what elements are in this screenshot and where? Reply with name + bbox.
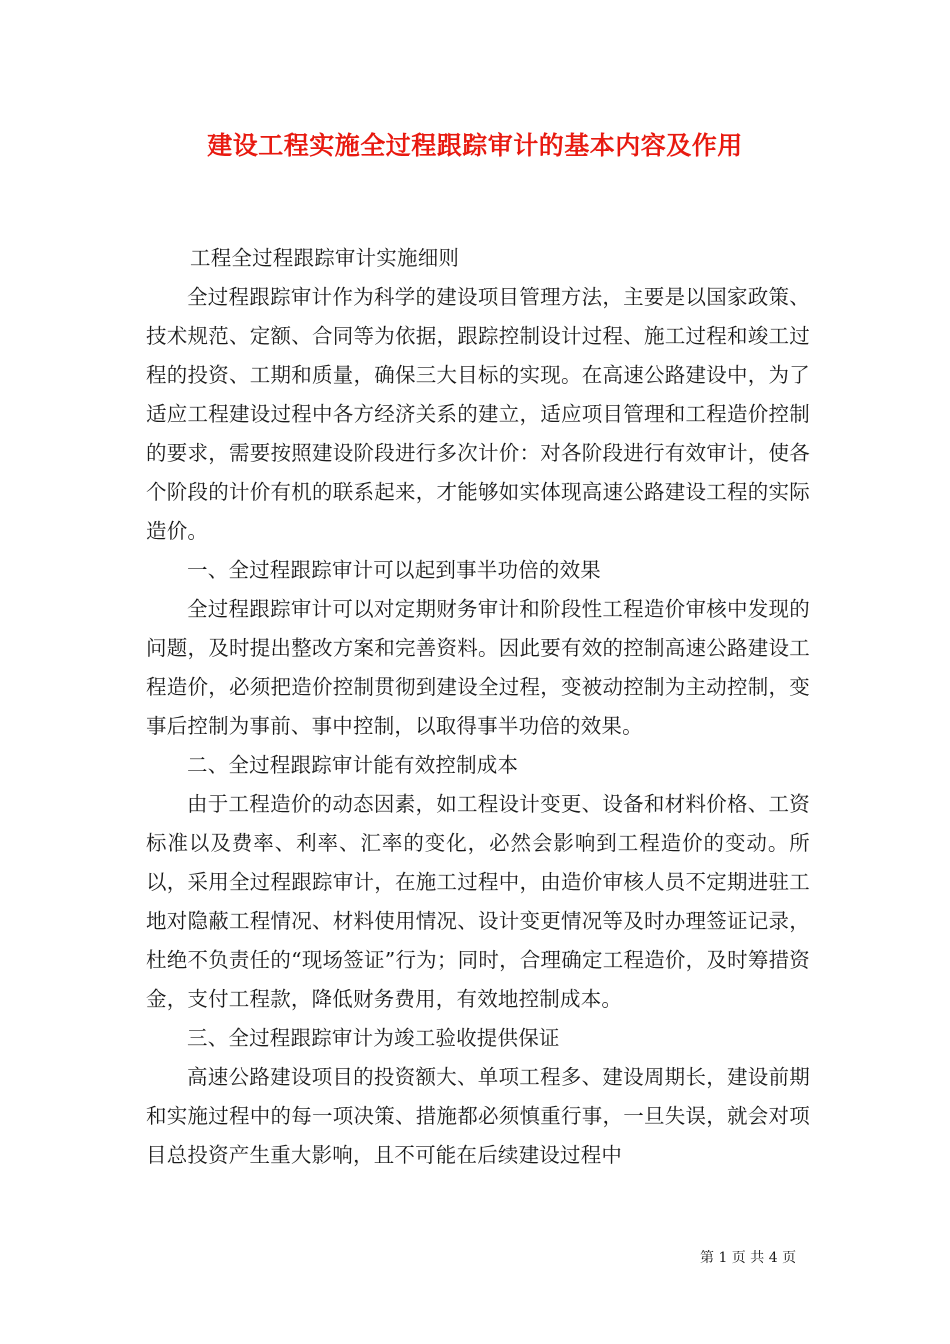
paragraph-subtitle: 工程全过程跟踪审计实施细则 [190,246,460,270]
section-heading-2: 二、全过程跟踪审计能有效控制成本 [187,753,519,777]
paragraph-section-3: 高速公路建设项目的投资额大、单项工程多、建设周期长，建设前期和实施过程中的每一项决策、措施都必须慎重行事，一旦失误，就会对项目总投资产生重大影响，且不可能在后续建设过程中 [146,1065,810,1167]
section-heading-3: 三、全过程跟踪审计为竣工验收提供保证 [187,1026,560,1050]
section-heading-1: 一、全过程跟踪审计可以起到事半功倍的效果 [187,558,601,582]
document-body [146,239,810,1175]
paragraph-section-2: 由于工程造价的动态因素，如工程设计变更、设备和材料价格、工资标准以及费率、利率、汇率的变化，必然会影响到工程造价的变动。所以，采用全过程跟踪审计，在施工过程中，由造价审核人员不定期进驻工地对隐蔽工程情况、材料使用情况、设计变更情况等及时办理签证记录，杜绝不负责任的“现场签证”行为；同时，合理确定工程造价，及时筹措资金，支付工程款，降低财务费用，有效地控制成本。 [146,792,810,1011]
document-title: 建设工程实施全过程跟踪审计的基本内容及作用 [207,131,743,160]
paragraph-intro: 全过程跟踪审计作为科学的建设项目管理方法，主要是以国家政策、技术规范、定额、合同等为依据，跟踪控制设计过程、施工过程和竣工过程的投资、工期和质量，确保三大目标的实现。在高速公路建设中，为了适应工程建设过程中各方经济关系的建立，适应项目管理和工程造价控制的要求，需要按照建设阶段进行多次计价：对各阶段进行有效审计，使各个阶段的计价有机的联系起来，才能够如实体现高速公路建设工程的实际造价。 [146,285,810,543]
paragraph-section-1: 全过程跟踪审计可以对定期财务审计和阶段性工程造价审核中发现的问题，及时提出整改方案和完善资料。因此要有效的控制高速公路建设工程造价，必须把造价控制贯彻到建设全过程，变被动控制为主动控制，变事后控制为事前、事中控制，以取得事半功倍的效果。 [146,597,810,738]
page-number-footer: 第 1 页 共 4 页 [700,1250,797,1266]
